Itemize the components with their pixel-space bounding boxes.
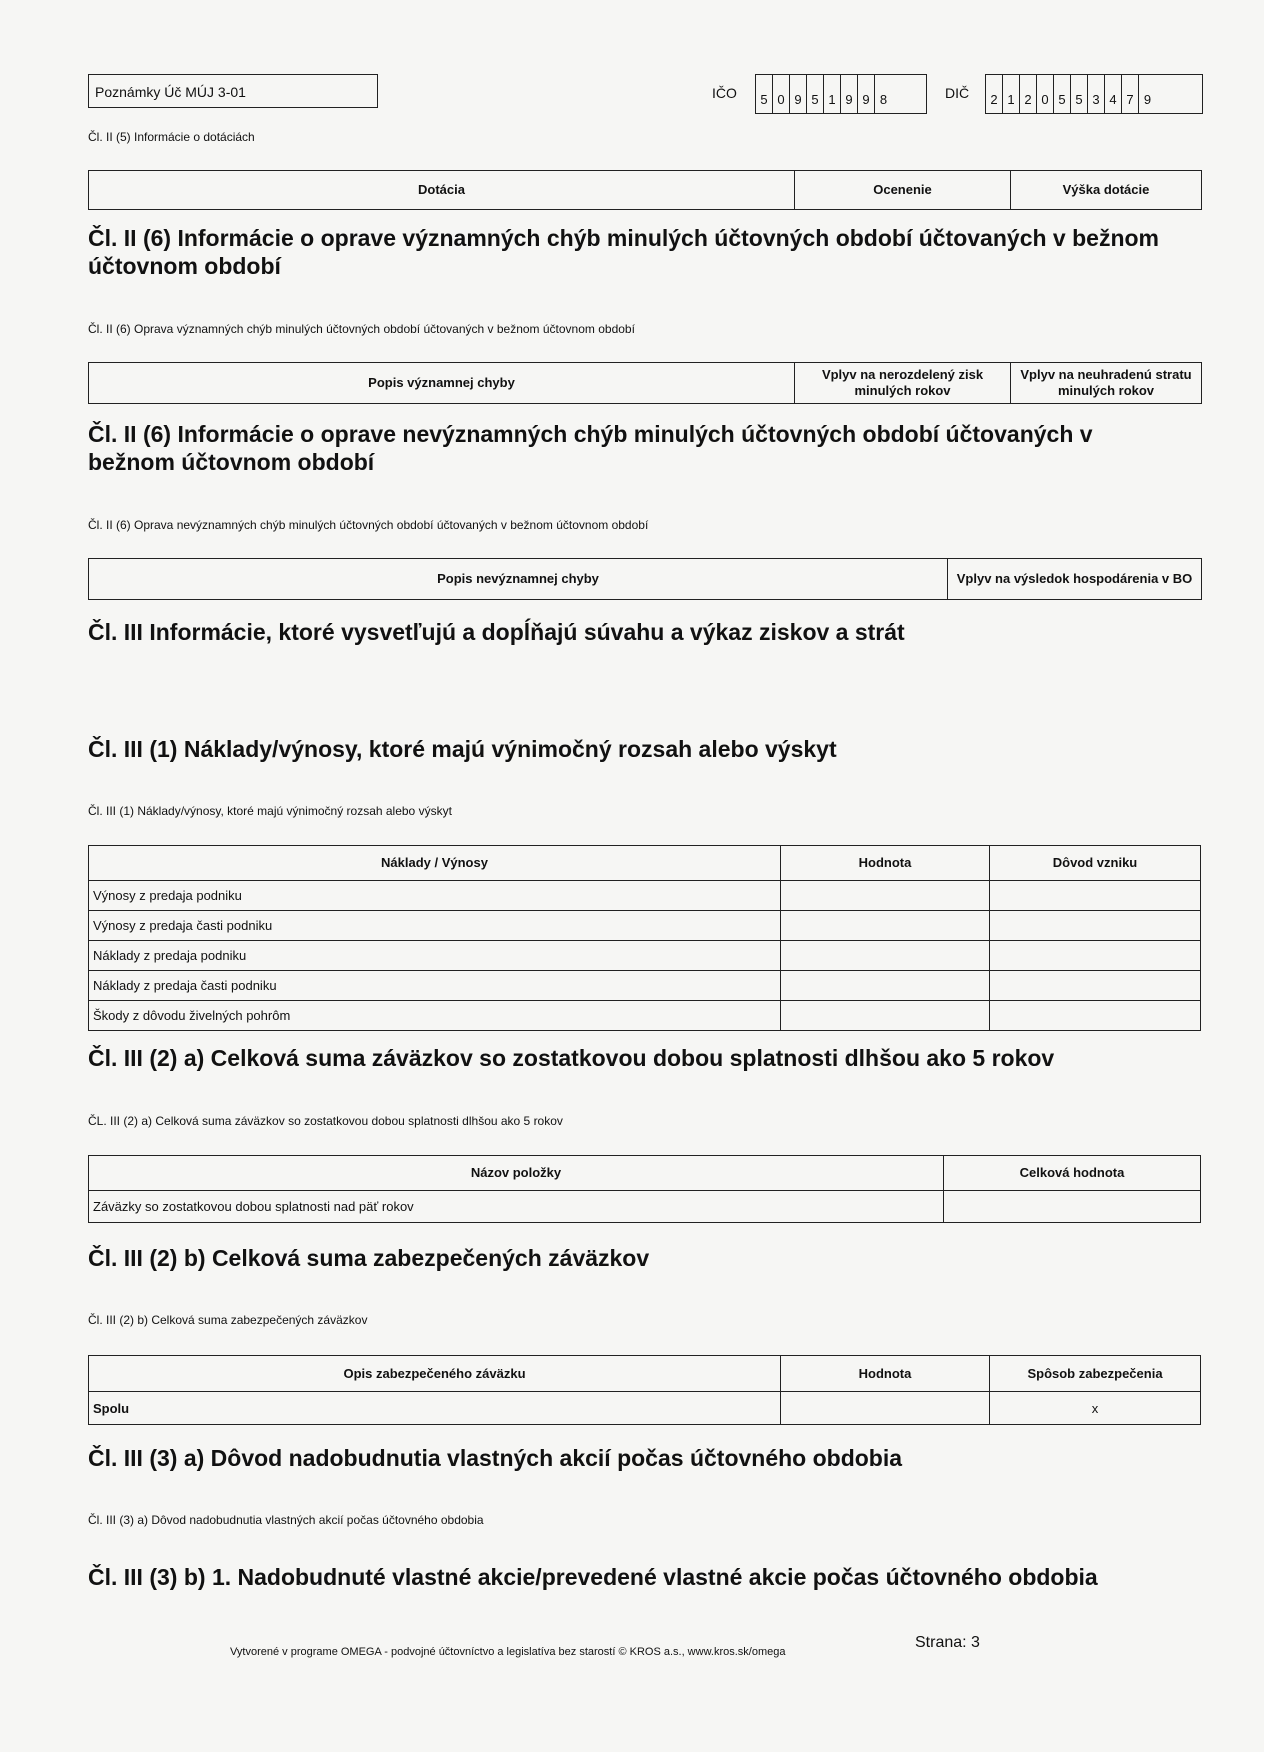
- row-label: Spolu: [89, 1392, 781, 1425]
- table-row: [89, 941, 1201, 971]
- reason-cell: [990, 971, 1201, 1001]
- reason-cell: [990, 941, 1201, 971]
- row-label: Náklady z predaja podniku: [89, 941, 781, 971]
- table-row: [89, 971, 1201, 1001]
- ico-digit: 9: [841, 75, 858, 113]
- dic-digit: 5: [1071, 75, 1088, 113]
- ico-digits: [755, 74, 927, 114]
- ico-digit: 9: [858, 75, 875, 113]
- col-header: Popis nevýznamnej chyby: [89, 559, 948, 600]
- row-label: Výnosy z predaja časti podniku: [89, 911, 781, 941]
- section-title: Čl. III (2) a) Celková suma záväzkov so zostatkovou dobou splatnosti dlhšou ako 5 rokov: [88, 1045, 1055, 1071]
- vyznamne-table: [88, 362, 1202, 404]
- col-header: Spôsob zabezpečenia: [990, 1356, 1201, 1392]
- method-cell: x: [990, 1392, 1201, 1425]
- reason-cell: [990, 881, 1201, 911]
- ico-digit: 9: [790, 75, 807, 113]
- table-row: [89, 1191, 1201, 1223]
- dic-digit: 4: [1105, 75, 1122, 113]
- col-header: Hodnota: [781, 1356, 990, 1392]
- col-header: Náklady / Výnosy: [89, 846, 781, 881]
- value-cell: [781, 881, 990, 911]
- section-title: Čl. II (6) Informácie o oprave nevýznamných chýb minulých účtovných období účtovaných v bežnom účtovnom období: [88, 421, 1093, 475]
- dic-digits: [985, 74, 1203, 114]
- col-header: Výška dotácie: [1011, 171, 1202, 210]
- col-header: Opis zabezpečeného záväzku: [89, 1356, 781, 1392]
- naklady-table: [88, 845, 1201, 1031]
- section-title: Čl. II (6) Informácie o oprave významných chýb minulých účtovných období účtovaných v bežnom účtovnom období: [88, 225, 1159, 279]
- row-label: Výnosy z predaja podniku: [89, 881, 781, 911]
- row-label: Záväzky so zostatkovou dobou splatnosti nad päť rokov: [89, 1191, 944, 1223]
- dic-digit: 5: [1054, 75, 1071, 113]
- value-cell: [781, 911, 990, 941]
- dotacie-caption: Čl. II (5) Informácie o dotáciách: [88, 130, 255, 144]
- dic-digit: 2: [986, 75, 1003, 113]
- section-caption: Čl. II (6) Oprava významných chýb minulých účtovných období účtovaných v bežnom účtovnom období: [88, 322, 635, 336]
- dic-digit: 0: [1037, 75, 1054, 113]
- dic-digit: 1: [1003, 75, 1020, 113]
- section-title: Čl. III Informácie, ktoré vysvetľujú a dopĺňajú súvahu a výkaz ziskov a strát: [88, 619, 905, 645]
- row-label: Náklady z predaja časti podniku: [89, 971, 781, 1001]
- dic-digit: 2: [1020, 75, 1037, 113]
- section-caption: Čl. III (2) b) Celková suma zabezpečených záväzkov: [88, 1313, 368, 1327]
- reason-cell: [990, 1001, 1201, 1031]
- page-number: Strana: 3: [915, 1634, 980, 1651]
- value-cell: [781, 941, 990, 971]
- form-id: Poznámky Úč MÚJ 3-01: [95, 84, 246, 100]
- section-title: Čl. III (1) Náklady/výnosy, ktoré majú výnimočný rozsah alebo výskyt: [88, 736, 837, 762]
- value-cell: [781, 1001, 990, 1031]
- dic-label: DIČ: [945, 85, 970, 101]
- dic-digit: 3: [1088, 75, 1105, 113]
- dic-digit: 7: [1122, 75, 1139, 113]
- col-header: Celková hodnota: [944, 1156, 1201, 1191]
- section-caption: Čl. III (3) a) Dôvod nadobudnutia vlastných akcií počas účtovného obdobia: [88, 1513, 484, 1527]
- ico-digit: 8: [879, 92, 888, 107]
- dic-digit: 9: [1143, 92, 1152, 107]
- section-title: Čl. III (2) b) Celková suma zabezpečených záväzkov: [88, 1245, 650, 1271]
- ico-digit: 1: [824, 75, 841, 113]
- value-cell: [944, 1191, 1201, 1223]
- ico-digit: 0: [773, 75, 790, 113]
- dotacie-table: [88, 170, 1202, 210]
- nevyznamne-table: [88, 558, 1202, 600]
- section-title: Čl. III (3) b) 1. Nadobudnuté vlastné akcie/prevedené vlastné akcie počas účtovného obdobia: [88, 1564, 1098, 1590]
- table-row: [89, 1392, 1201, 1425]
- row-label: Škody z dôvodu živelných pohrôm: [89, 1001, 781, 1031]
- col-header: Ocenenie: [795, 171, 1011, 210]
- col-header: Názov položky: [89, 1156, 944, 1191]
- footer-text: Vytvorené v programe OMEGA - podvojné účtovníctvo a legislatíva bez starostí © KROS a.s., www.kros.sk/omega: [230, 1646, 786, 1658]
- section-caption: Čl. III (1) Náklady/výnosy, ktoré majú výnimočný rozsah alebo výskyt: [88, 804, 452, 818]
- table-row: [89, 881, 1201, 911]
- col-header: Popis významnej chyby: [89, 363, 795, 404]
- col-header: Vplyv na výsledok hospodárenia v BO: [948, 559, 1202, 600]
- col-header: Vplyv na neuhradenú stratu minulých rokov: [1011, 363, 1202, 404]
- value-cell: [781, 971, 990, 1001]
- table-row: [89, 911, 1201, 941]
- ico-label: IČO: [712, 85, 737, 101]
- zabezpecene-table: [88, 1355, 1201, 1425]
- table-row: [89, 1001, 1201, 1031]
- col-header: Hodnota: [781, 846, 990, 881]
- section-caption: Čl. II (6) Oprava nevýznamných chýb minulých účtovných období účtovaných v bežnom účtovnom období: [88, 518, 649, 532]
- ico-digit: 5: [807, 75, 824, 113]
- reason-cell: [990, 911, 1201, 941]
- section-title: Čl. III (3) a) Dôvod nadobudnutia vlastných akcií počas účtovného obdobia: [88, 1445, 903, 1471]
- value-cell: [781, 1392, 990, 1425]
- col-header: Vplyv na nerozdelený zisk minulých rokov: [795, 363, 1011, 404]
- section-caption: ČL. III (2) a) Celková suma záväzkov so zostatkovou dobou splatnosti dlhšou ako 5 rokov: [88, 1114, 563, 1128]
- form-id-box: [88, 74, 378, 108]
- ico-digit: 5: [756, 75, 773, 113]
- col-header: Dôvod vzniku: [990, 846, 1201, 881]
- col-header: Dotácia: [89, 171, 795, 210]
- zavazky5-table: [88, 1155, 1201, 1223]
